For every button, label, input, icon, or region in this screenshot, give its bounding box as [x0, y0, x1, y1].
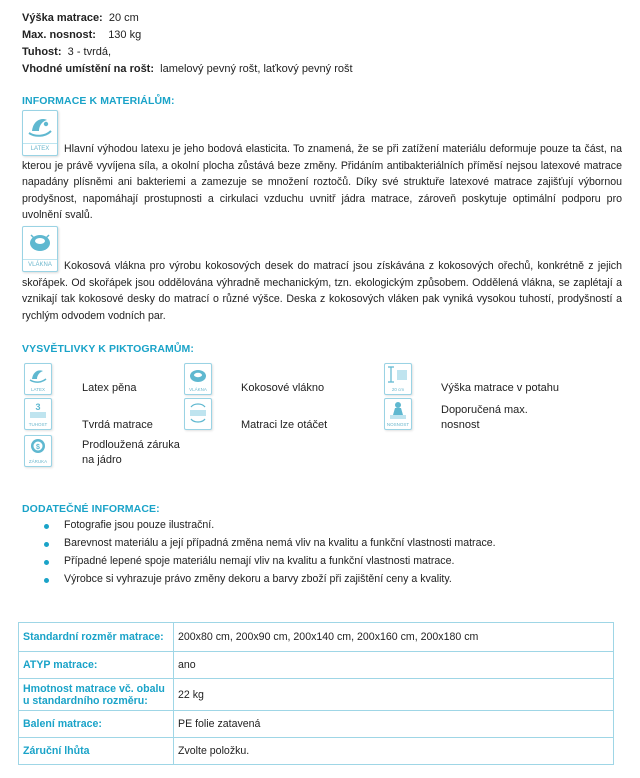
pictogram-label: Kokosové vlákno: [241, 382, 325, 394]
table-value: ano: [174, 652, 614, 679]
table-value: 200x80 cm, 200x90 cm, 200x140 cm, 200x160 cm, 200x180 cm: [174, 623, 614, 652]
table-key: Standardní rozměr matrace:: [19, 623, 174, 652]
spec-value: 3 - tvrdá,: [67, 46, 112, 58]
spec-value: 20 cm: [108, 12, 139, 24]
table-value: PE folie zatavená: [174, 711, 614, 738]
table-key: Hmotnost matrace vč. obalu u standardního rozměru:: [19, 679, 174, 711]
pictogram-caption: VLÁKNA: [189, 387, 207, 392]
spec-height: [22, 10, 139, 26]
list-item: Barevnost materiálu a její případná změna nemá vliv na kvalitu a funkční vlastnosti matrace.: [64, 537, 496, 549]
pictogram-label: Výška matrace v potahu: [441, 382, 560, 394]
coconut-description: Kokosová vlákna pro výrobu kokosových desek do matrací jsou získávána z kokosových ořechů, konkrétně z jejich skořápek. Od skořápek jsou oddělována výhradně mechanickým, tzn. ekologickým způsobem. Oddělená vlákna, se zaplétají a vznikají tak kokosové desky do matrací o různé výšce. Deska z kokosových vláken pak vyniká vysokou tuhostí, prodyšností a rychlým odvodem vodních par.: [22, 260, 622, 322]
latex-description: Hlavní výhodou latexu je jeho bodová elasticita. To znamená, že se při zatížení materiálu deformuje pouze ta část, na kterou je právě vyvíjena síla, a okolní plocha zůstává beze změny. Přidáním antibakteriálních příměsí nejsou latexové matrace napadány plísněmi ani bakteriemi a zamezuje se množení roztočů. Díky své struktuře latexové matrace zajišťují výbornou prodyšnost, napomáhají prostupnosti a cirkulaci vzduchu uvnitř jádra matrace, zároveň poskytuje optimální podporu pro uvolnění svalů.: [22, 143, 622, 221]
pictogram-label: Latex pěna: [82, 382, 137, 394]
spec-key: Vhodné umístění na rošt:: [22, 63, 155, 75]
materials-heading: INFORMACE K MATERIÁLŮM:: [22, 95, 175, 107]
spec-key: Tuhost:: [22, 46, 62, 58]
pictogram-caption: ZÁRUKA: [28, 459, 48, 464]
spec-value: lamelový pevný rošt, laťkový pevný rošt: [160, 63, 353, 75]
coconut-icon-caption: VLÁKNA: [23, 259, 57, 268]
pictogram-caption: 20 cm: [391, 387, 405, 392]
pictogram-caption: LATEX: [31, 387, 45, 392]
bullet-icon: [44, 560, 49, 565]
bullet-icon: [44, 524, 49, 529]
table-key: ATYP matrace:: [19, 652, 174, 679]
spec-max-load: [22, 27, 141, 43]
table-value: 22 kg: [174, 679, 614, 711]
latex-icon: [24, 363, 52, 395]
latex-icon-caption: LATEX: [23, 143, 57, 152]
list-item: Případné lepené spoje materiálu nemají vliv na kvalitu a funkční vlastnosti matrace.: [64, 555, 455, 567]
spec-value: 130 kg: [108, 29, 142, 41]
table-value[interactable]: Zvolte položku.: [174, 738, 614, 765]
coconut-fiber-icon: [184, 363, 212, 395]
pictograms-heading: VYSVĚTLIVKY K PIKTOGRAMŮM:: [22, 343, 194, 355]
warranty-icon: [24, 435, 52, 467]
spec-firmness: [22, 44, 111, 60]
spec-key: Výška matrace:: [22, 12, 103, 24]
table-key: Balení matrace:: [19, 711, 174, 738]
spec-base: [22, 61, 353, 77]
mattress-height-icon: [384, 363, 412, 395]
bullet-icon: [44, 578, 49, 583]
svg-text:$: $: [36, 444, 40, 451]
table-row: [19, 711, 614, 738]
list-item: Fotografie jsou pouze ilustrační.: [64, 519, 215, 531]
table-row: [19, 652, 614, 679]
table-key: Záruční lhůta: [19, 738, 174, 765]
flip-mattress-icon: [184, 398, 212, 430]
max-load-icon: [384, 398, 412, 430]
pictogram-caption: NOSNOST: [386, 422, 410, 427]
info-table: [18, 622, 614, 765]
pictogram-label: Matraci lze otáčet: [241, 419, 328, 431]
pictogram-caption: TUHOST: [28, 422, 48, 427]
table-row: [19, 623, 614, 652]
spec-key: Max. nosnost:: [22, 29, 96, 41]
pictogram-label: Prodloužená záruka na jádro: [82, 439, 180, 466]
firmness-number: 3: [35, 402, 41, 412]
pictogram-label: Tvrdá matrace: [82, 419, 153, 431]
firmness-icon: [24, 398, 52, 430]
pictogram-label: Doporučená max. nosnost: [441, 404, 528, 431]
additional-heading: DODATEČNÉ INFORMACE:: [22, 503, 160, 515]
table-row: [19, 679, 614, 711]
list-item: Výrobce si vyhrazuje právo změny dekoru a barvy zboží při zajištění ceny a kvality.: [64, 573, 452, 585]
bullet-icon: [44, 542, 49, 547]
table-row: [19, 738, 614, 765]
